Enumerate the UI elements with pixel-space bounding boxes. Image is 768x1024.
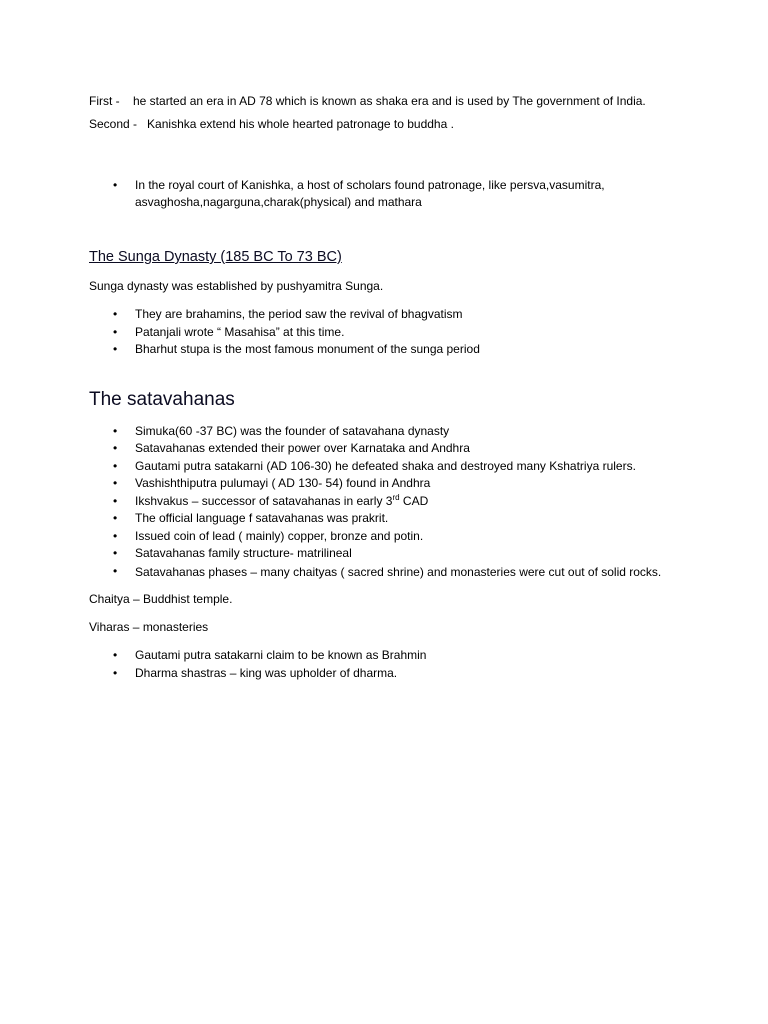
list-item-text: Dharma shastras – king was upholder of dharma. (135, 665, 398, 680)
bullet-icon: • (113, 423, 118, 438)
closing-list (89, 647, 689, 682)
second-text: Kanishka extend his whole hearted patronage to buddha . (147, 117, 454, 131)
first-label: First - (89, 94, 120, 108)
document-content (89, 92, 689, 682)
list-item (89, 440, 689, 458)
list-item (89, 665, 689, 683)
bullet-icon: • (113, 493, 118, 508)
list-item-text: The official language f satavahanas was prakrit. (135, 511, 389, 525)
list-item (89, 458, 689, 476)
viharas-definition: Viharas – monasteries (89, 620, 209, 634)
bullet-icon: • (113, 441, 118, 455)
bullet-icon: • (113, 665, 118, 680)
bullet-icon: • (113, 178, 118, 192)
sunga-heading: The Sunga Dynasty (185 BC To 73 BC) (89, 249, 342, 265)
bullet-icon: • (113, 458, 118, 473)
list-item (89, 423, 689, 441)
list-item-text: They are brahamins, the period saw the revival of bhagvatism (135, 307, 463, 321)
bullet-icon: • (113, 476, 118, 490)
list-item-text: Gautami putra satakarni (AD 106-30) he defeated shaka and destroyed many Kshatriya rulers. (135, 458, 636, 473)
sunga-intro: Sunga dynasty was established by pushyamitra Sunga. (89, 279, 384, 293)
list-item-text: Satavahanas phases – many chaityas ( sacred shrine) and monasteries were cut out of solid rocks. (135, 564, 662, 579)
bullet-icon: • (113, 307, 118, 321)
list-item-text: Satavahanas extended their power over Karnataka and Andhra (135, 441, 470, 455)
list-item (89, 177, 689, 211)
list-item (89, 324, 689, 342)
bullet-icon: • (113, 324, 118, 339)
list-item (89, 528, 689, 546)
satavahanas-heading: The satavahanas (89, 388, 235, 410)
list-item (89, 545, 689, 563)
list-item-text: Satavahanas family structure- matrilineal (135, 546, 352, 560)
list-item-text: Simuka(60 -37 BC) was the founder of satavahana dynasty (135, 423, 450, 438)
ikshvakus-text-pre: Ikshvakus – successor of satavahanas in early 3 (135, 493, 393, 508)
chaitya-definition: Chaitya – Buddhist temple. (89, 592, 233, 606)
list-item (89, 475, 689, 493)
list-item (89, 306, 689, 324)
bullet-icon: • (113, 511, 118, 525)
list-item-text: Bharhut stupa is the most famous monument of the sunga period (135, 342, 480, 356)
intro-first-line (89, 92, 689, 110)
list-item (89, 493, 689, 511)
sunga-list (89, 306, 689, 359)
intro-second-line (89, 115, 689, 133)
list-item (89, 341, 689, 359)
bullet-icon: • (113, 342, 118, 356)
first-text: he started an era in AD 78 which is known as shaka era and is used by The government of India. (133, 94, 646, 108)
list-item-text: Gautami putra satakarni claim to be known as Brahmin (135, 648, 427, 662)
list-item (89, 563, 689, 581)
ikshvakus-text-post: CAD (399, 493, 429, 508)
list-item (89, 510, 689, 528)
list-item-text: Patanjali wrote “ Masahisa” at this time. (135, 324, 345, 339)
bullet-icon: • (113, 648, 118, 662)
bullet-icon: • (113, 563, 118, 578)
list-item-text: Vashishthiputra pulumayi ( AD 130- 54) found in Andhra (135, 476, 431, 490)
bullet-icon: • (113, 546, 118, 560)
ikshvakus-sup: rd (392, 492, 400, 502)
bullet-icon: • (113, 528, 118, 543)
kanishka-list (89, 177, 689, 211)
list-item-text: Issued coin of lead ( mainly) copper, bronze and potin. (135, 528, 424, 543)
second-label: Second - (89, 117, 138, 131)
list-item (89, 647, 689, 665)
satavahanas-list (89, 423, 689, 581)
list-item-text: In the royal court of Kanishka, a host of scholars found patronage, like persva,vasumitra, asvaghosha,nagarguna,charak(physical) and mathara (135, 178, 605, 209)
